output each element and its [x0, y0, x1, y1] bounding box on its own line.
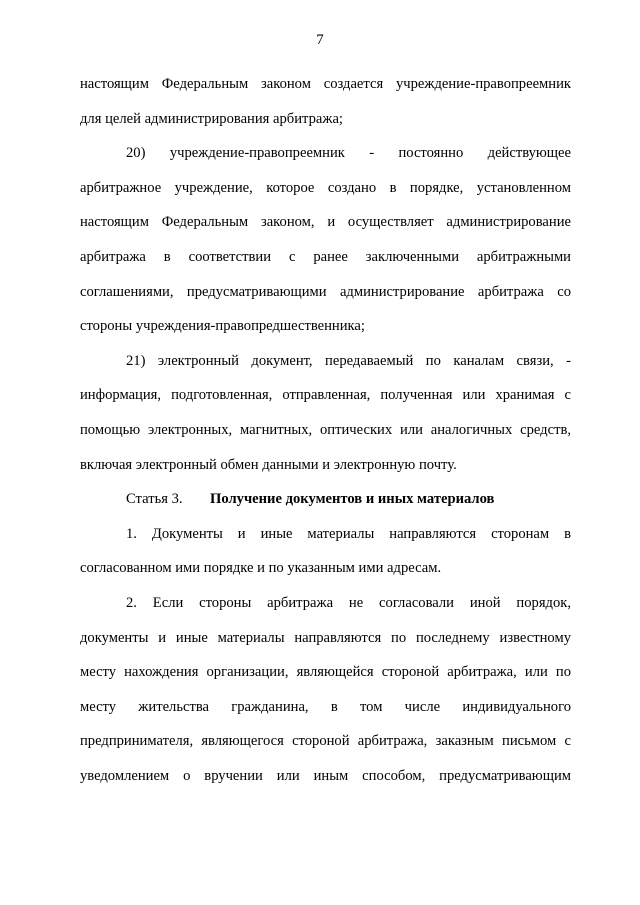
text-line: арбитража в соответствии с ранее заключенными арбитражными [80, 248, 571, 265]
text-line: для целей администрирования арбитража; [80, 110, 343, 127]
text-line: месту нахождения организации, являющейся стороной арбитража, или по [80, 664, 571, 681]
article-number: Статья 3. [126, 491, 183, 508]
list-item-20: 20) учреждение-правопреемник - постоянно действующее [126, 145, 571, 162]
text-line: настоящим Федеральным законом, и осуществляет администрирование [80, 214, 571, 231]
document-body [80, 67, 571, 793]
text-line: стороны учреждения-правопредшественника; [80, 318, 365, 335]
text-line: настоящим Федеральным законом создается учреждение-правопреемник [80, 76, 571, 92]
article-heading [80, 482, 571, 517]
text-line: включая электронный обмен данными и электронную почту. [80, 456, 457, 473]
article-title: Получение документов и иных материалов [210, 491, 495, 508]
text-line: предпринимателя, являющегося стороной арбитража, заказным письмом с [80, 733, 571, 750]
text-line: документы и иные материалы направляются по последнему известному [80, 629, 571, 646]
text-line: арбитражное учреждение, которое создано в порядке, установленном [80, 179, 571, 196]
text-line: уведомлением о вручении или иным способом, предусматривающим [80, 767, 571, 784]
text-line: месту жительства гражданина, в том числе индивидуального [80, 698, 571, 715]
page-number: 7 [316, 32, 324, 48]
text-line: информация, подготовленная, отправленная, полученная или хранимая с [80, 387, 571, 404]
text-line: согласованном ими порядке и по указанным ими адресам. [80, 560, 442, 577]
paragraph-2: 2. Если стороны арбитража не согласовали иной порядок, [126, 594, 571, 611]
text-line: соглашениями, предусматривающими администрирование арбитража со [80, 283, 571, 300]
list-item-21: 21) электронный документ, передаваемый по каналам связи, - [126, 352, 571, 369]
text-line: помощью электронных, магнитных, оптических или аналогичных средств, [80, 421, 571, 438]
paragraph-1: 1. Документы и иные материалы направляются сторонам в [126, 525, 571, 542]
